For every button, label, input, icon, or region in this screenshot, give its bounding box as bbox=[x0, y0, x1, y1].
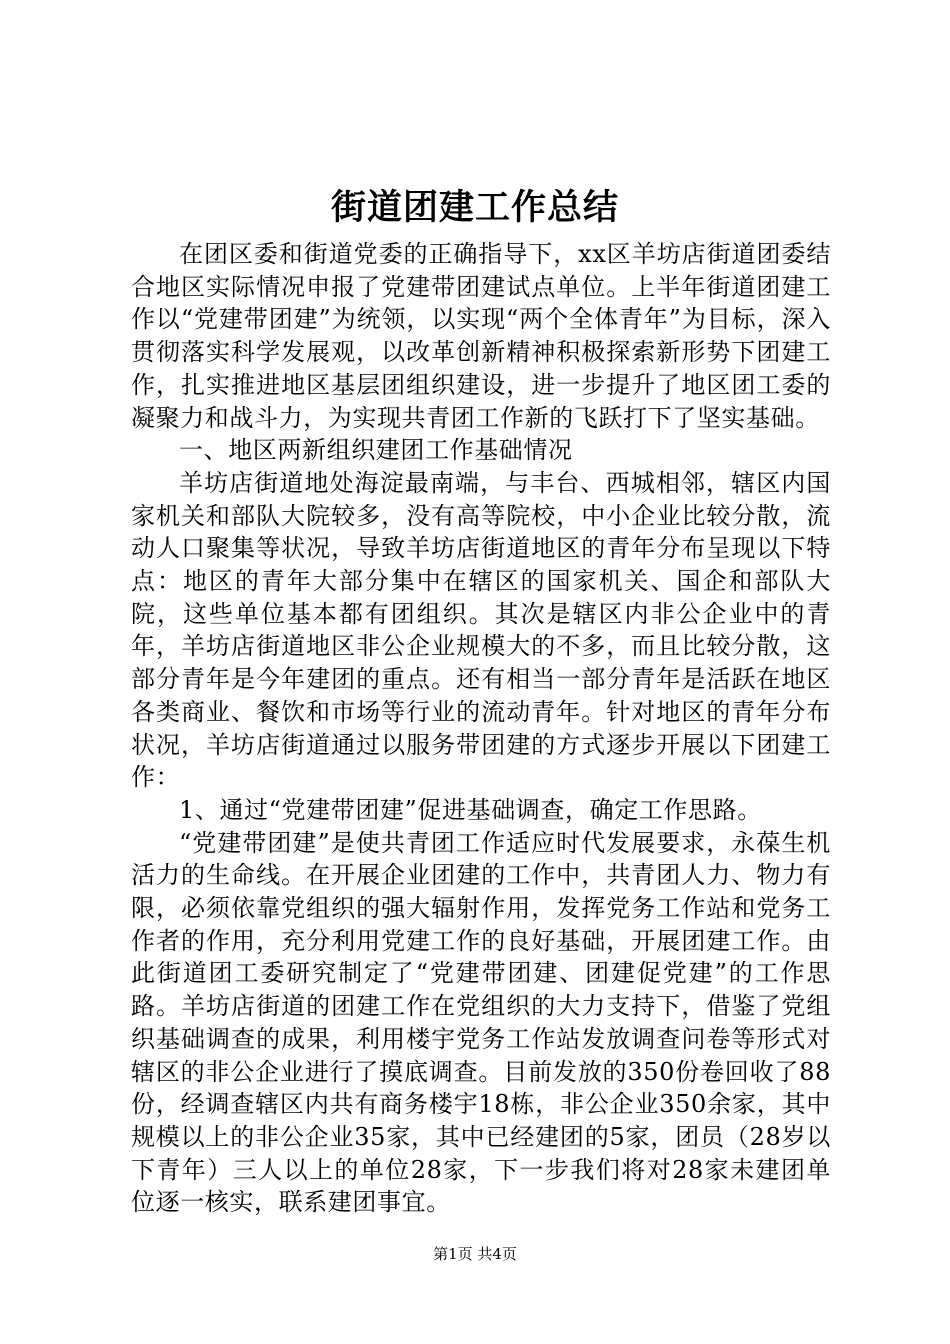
body-paragraph: 羊坊店街道地处海淀最南端，与丰台、西城相邻，辖区内国家机关和部队大院较多，没有高等院校，中小企业比较分散，流动人口聚集等状况，导致羊坊店街道地区的青年分布呈现以下特点：地区的青年大部分集中在辖区的国家机关、国企和部队大院，这些单位基本都有团组织。其次是辖区内非公企业中的青年，羊坊店街道地区非公企业规模大的不多，而且比较分散，这部分青年是今年建团的重点。还有相当一部分青年是活跃在地区各类商业、餐饮和市场等行业的流动青年。针对地区的青年分布状况，羊坊店街道通过以服务带团建的方式逐步开展以下团建工作： bbox=[131, 468, 831, 792]
document-body bbox=[131, 238, 831, 1219]
intro-paragraph: 在团区委和街道党委的正确指导下，xx区羊坊店街道团委结合地区实际情况申报了党建带团建试点单位。上半年街道团建工作以“党建带团建”为统领，以实现“两个全体青年”为目标，深入贯彻落实科学发展观，以改革创新精神积极探索新形势下团建工作，扎实推进地区基层团组织建设，进一步提升了地区团工委的凝聚力和战斗力，为实现共青团工作新的飞跃打下了坚实基础。 bbox=[131, 240, 831, 432]
page-title: 街道团建工作总结 bbox=[330, 187, 619, 228]
section-heading: 一、地区两新组织建团工作基础情况 bbox=[179, 436, 573, 465]
body-paragraph: “党建带团建”是使共青团工作适应时代发展要求，永葆生机活力的生命线。在开展企业团建的工作中，共青团人力、物力有限，必须依靠党组织的强大辐射作用，发挥党务工作站和党务工作者的作用，充分利用党建工作的良好基础，开展团建工作。由此街道团工委研究制定了“党建带团建、团建促党建”的工作思路。羊坊店街道的团建工作在党组织的大力支持下，借鉴了党组织基础调查的成果，利用楼宇党务工作站发放调查问卷等形式对辖区的非公企业进行了摸底调查。目前发放的350份卷回收了88份，经调查辖区内共有商务楼宇18栋，非公企业350余家，其中规模以上的非公企业35家，其中已经建团的5家，团员（28岁以下青年）三人以上的单位28家，下一步我们将对28家未建团单位逐一核实，联系建团事宜。 bbox=[131, 828, 831, 1217]
page-footer: 第1页 共4页 bbox=[433, 1245, 517, 1263]
subsection-heading: 1、通过“党建带团建”促进基础调查，确定工作思路。 bbox=[179, 795, 762, 824]
